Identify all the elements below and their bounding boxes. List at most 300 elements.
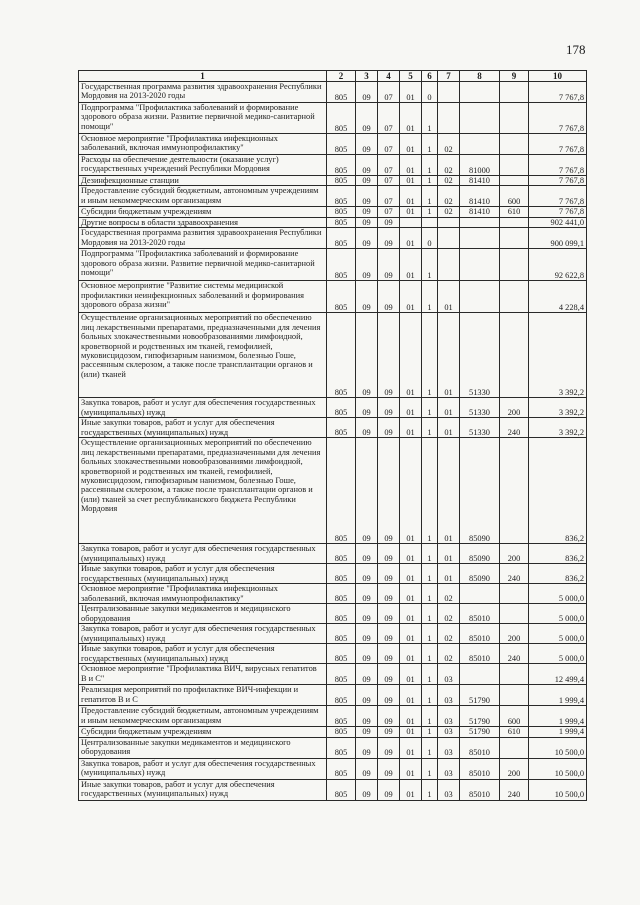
row-code-cell-c2: 805 [327, 644, 356, 664]
table-row [79, 228, 587, 249]
row-code-cell-c3: 09 [356, 134, 378, 155]
row-code-cell-c8: 85010 [460, 737, 500, 758]
row-code-cell-c5: 01 [400, 398, 422, 418]
row-code-cell-c3: 09 [356, 176, 378, 186]
row-code-cell-c7: 01 [438, 418, 460, 438]
row-code-cell-c2: 805 [327, 186, 356, 207]
row-code-cell-c6: 1 [422, 438, 438, 544]
row-amount-cell: 7 767,8 [529, 176, 587, 186]
table-row [79, 418, 587, 438]
row-code-cell-c7: 02 [438, 624, 460, 644]
row-code-cell-c9 [500, 664, 529, 685]
row-amount-cell: 3 392,2 [529, 313, 587, 398]
row-code-cell-c4: 07 [378, 207, 400, 217]
row-amount-cell: 12 499,4 [529, 664, 587, 685]
col-header-5: 5 [400, 71, 422, 82]
table-body [79, 82, 587, 801]
row-code-cell-c2: 805 [327, 398, 356, 418]
row-code-cell-c2: 805 [327, 228, 356, 249]
table-row [79, 706, 587, 727]
row-code-cell-c5: 01 [400, 737, 422, 758]
row-code-cell-c3: 09 [356, 438, 378, 544]
row-code-cell-c8: 85010 [460, 644, 500, 664]
row-code-cell-c9: 200 [500, 544, 529, 564]
row-code-cell-c3: 09 [356, 207, 378, 217]
row-code-cell-c4: 09 [378, 604, 400, 624]
row-code-cell-c3: 09 [356, 604, 378, 624]
row-code-cell-c2: 805 [327, 584, 356, 604]
row-code-cell-c4: 07 [378, 134, 400, 155]
row-code-cell-c7: 03 [438, 779, 460, 800]
row-code-cell-c2: 805 [327, 217, 356, 227]
row-code-cell-c4: 09 [378, 398, 400, 418]
row-code-cell-c2: 805 [327, 155, 356, 176]
col-header-8: 8 [460, 71, 500, 82]
row-code-cell-c2: 805 [327, 706, 356, 727]
row-amount-cell: 7 767,8 [529, 134, 587, 155]
row-code-cell-c7: 03 [438, 727, 460, 737]
row-code-cell-c5: 01 [400, 186, 422, 207]
table-row [79, 82, 587, 103]
row-code-cell-c9: 200 [500, 398, 529, 418]
row-code-cell-c7: 02 [438, 155, 460, 176]
table-row [79, 438, 587, 544]
row-name-cell: Государственная программа развития здравоохранения Республики Мордовия на 2013-2020 годы [79, 228, 327, 249]
row-code-cell-c7: 03 [438, 758, 460, 779]
table-row [79, 644, 587, 664]
row-code-cell-c7 [438, 103, 460, 134]
row-code-cell-c3: 09 [356, 228, 378, 249]
table-row [79, 281, 587, 313]
row-name-cell: Субсидии бюджетным учреждениям [79, 207, 327, 217]
row-name-cell: Государственная программа развития здравоохранения Республики Мордовия на 2013-2020 годы [79, 82, 327, 103]
row-code-cell-c4: 09 [378, 438, 400, 544]
table-row [79, 176, 587, 186]
row-amount-cell: 1 999,4 [529, 727, 587, 737]
row-code-cell-c6: 1 [422, 544, 438, 564]
row-code-cell-c6: 1 [422, 779, 438, 800]
row-code-cell-c5: 01 [400, 624, 422, 644]
row-code-cell-c3: 09 [356, 779, 378, 800]
row-code-cell-c3: 09 [356, 217, 378, 227]
row-code-cell-c4: 09 [378, 624, 400, 644]
row-code-cell-c7: 03 [438, 737, 460, 758]
budget-table [78, 70, 587, 801]
col-header-9: 9 [500, 71, 529, 82]
row-code-cell-c9: 610 [500, 207, 529, 217]
row-code-cell-c9 [500, 249, 529, 281]
row-code-cell-c6: 1 [422, 664, 438, 685]
table-row [79, 544, 587, 564]
row-code-cell-c3: 09 [356, 82, 378, 103]
table-row [79, 103, 587, 134]
row-name-cell: Иные закупки товаров, работ и услуг для обеспечения государственных (муниципальных) нужд [79, 644, 327, 664]
row-code-cell-c9: 240 [500, 418, 529, 438]
row-code-cell-c8: 85010 [460, 779, 500, 800]
row-code-cell-c9: 240 [500, 644, 529, 664]
table-row [79, 685, 587, 706]
row-code-cell-c7 [438, 228, 460, 249]
row-code-cell-c8: 81410 [460, 207, 500, 217]
row-code-cell-c4: 07 [378, 103, 400, 134]
col-header-4: 4 [378, 71, 400, 82]
row-code-cell-c9: 200 [500, 624, 529, 644]
table-row [79, 249, 587, 281]
row-amount-cell: 900 099,1 [529, 228, 587, 249]
row-name-cell: Реализация мероприятий по профилактике ВИЧ-инфекции и гепатитов В и С [79, 685, 327, 706]
row-code-cell-c2: 805 [327, 737, 356, 758]
row-code-cell-c5: 01 [400, 644, 422, 664]
row-code-cell-c8: 85010 [460, 624, 500, 644]
row-code-cell-c5: 01 [400, 758, 422, 779]
row-code-cell-c5: 01 [400, 706, 422, 727]
row-code-cell-c7: 02 [438, 604, 460, 624]
row-amount-cell: 3 392,2 [529, 398, 587, 418]
row-code-cell-c7 [438, 217, 460, 227]
row-code-cell-c7: 02 [438, 176, 460, 186]
row-name-cell: Предоставление субсидий бюджетным, автономным учреждениям и иным некоммерческим организациям [79, 186, 327, 207]
row-amount-cell: 7 767,8 [529, 103, 587, 134]
row-code-cell-c8: 85090 [460, 564, 500, 584]
row-code-cell-c7: 01 [438, 438, 460, 544]
row-name-cell: Иные закупки товаров, работ и услуг для обеспечения государственных (муниципальных) нужд [79, 418, 327, 438]
row-code-cell-c3: 09 [356, 155, 378, 176]
row-code-cell-c4: 09 [378, 779, 400, 800]
row-amount-cell: 4 228,4 [529, 281, 587, 313]
row-code-cell-c2: 805 [327, 758, 356, 779]
row-name-cell: Осуществление организационных мероприятий по обеспечению лиц лекарственными препаратами, предназначенными для лечения больных злокачественными новообразованиями лимфоидной, кроветворной и родственных им тканей, гемофилией, муковисцидозом, гипофизарным нанизмом, болезнью Гоше, рассеянным склерозом, а также после трансплантации органов и (или) тканей за счет республиканского бюджета Республики Мордовия [79, 438, 327, 544]
row-code-cell-c9: 610 [500, 727, 529, 737]
row-amount-cell: 1 999,4 [529, 685, 587, 706]
row-code-cell-c3: 09 [356, 313, 378, 398]
row-code-cell-c9: 240 [500, 564, 529, 584]
row-name-cell: Предоставление субсидий бюджетным, автономным учреждениям и иным некоммерческим организациям [79, 706, 327, 727]
row-code-cell-c3: 09 [356, 664, 378, 685]
row-code-cell-c2: 805 [327, 685, 356, 706]
row-amount-cell: 92 622,8 [529, 249, 587, 281]
row-code-cell-c3: 09 [356, 727, 378, 737]
col-header-3: 3 [356, 71, 378, 82]
row-code-cell-c4: 09 [378, 644, 400, 664]
table-row [79, 584, 587, 604]
row-code-cell-c9: 200 [500, 758, 529, 779]
row-code-cell-c5: 01 [400, 207, 422, 217]
row-code-cell-c8: 51330 [460, 313, 500, 398]
row-code-cell-c4: 09 [378, 584, 400, 604]
row-code-cell-c7: 03 [438, 685, 460, 706]
row-code-cell-c6: 1 [422, 398, 438, 418]
row-code-cell-c5: 01 [400, 564, 422, 584]
row-code-cell-c7: 02 [438, 584, 460, 604]
row-code-cell-c8 [460, 228, 500, 249]
row-code-cell-c2: 805 [327, 664, 356, 685]
row-code-cell-c9 [500, 82, 529, 103]
row-amount-cell: 3 392,2 [529, 418, 587, 438]
row-amount-cell: 7 767,8 [529, 186, 587, 207]
row-code-cell-c7: 01 [438, 398, 460, 418]
row-code-cell-c6: 1 [422, 134, 438, 155]
row-code-cell-c5: 01 [400, 155, 422, 176]
row-code-cell-c7 [438, 249, 460, 281]
col-header-7: 7 [438, 71, 460, 82]
row-amount-cell: 836,2 [529, 544, 587, 564]
row-code-cell-c5 [400, 217, 422, 227]
row-code-cell-c8: 81410 [460, 186, 500, 207]
row-code-cell-c8: 85010 [460, 604, 500, 624]
col-header-6: 6 [422, 71, 438, 82]
row-code-cell-c8 [460, 217, 500, 227]
table-row [79, 779, 587, 800]
row-code-cell-c4: 09 [378, 706, 400, 727]
row-amount-cell: 836,2 [529, 564, 587, 584]
row-amount-cell: 10 500,0 [529, 737, 587, 758]
row-code-cell-c6: 1 [422, 186, 438, 207]
row-code-cell-c5: 01 [400, 727, 422, 737]
row-code-cell-c6: 1 [422, 313, 438, 398]
row-code-cell-c3: 09 [356, 624, 378, 644]
row-code-cell-c8: 51790 [460, 685, 500, 706]
row-code-cell-c5: 01 [400, 249, 422, 281]
row-code-cell-c7: 01 [438, 313, 460, 398]
row-code-cell-c8: 51330 [460, 398, 500, 418]
row-code-cell-c2: 805 [327, 249, 356, 281]
row-code-cell-c2: 805 [327, 176, 356, 186]
row-code-cell-c3: 09 [356, 584, 378, 604]
row-code-cell-c4: 09 [378, 758, 400, 779]
table-header [79, 71, 587, 82]
row-name-cell: Закупка товаров, работ и услуг для обеспечения государственных (муниципальных) нужд [79, 398, 327, 418]
row-code-cell-c4: 09 [378, 228, 400, 249]
row-code-cell-c3: 09 [356, 418, 378, 438]
row-code-cell-c6: 1 [422, 727, 438, 737]
row-code-cell-c6: 1 [422, 624, 438, 644]
row-code-cell-c7: 02 [438, 134, 460, 155]
row-code-cell-c5: 01 [400, 685, 422, 706]
col-header-2: 2 [327, 71, 356, 82]
row-amount-cell: 7 767,8 [529, 207, 587, 217]
row-code-cell-c7: 01 [438, 564, 460, 584]
row-name-cell: Расходы на обеспечение деятельности (оказание услуг) государственных учреждений Республики Мордовия [79, 155, 327, 176]
row-code-cell-c2: 805 [327, 604, 356, 624]
row-name-cell: Закупка товаров, работ и услуг для обеспечения государственных (муниципальных) нужд [79, 624, 327, 644]
row-code-cell-c8 [460, 584, 500, 604]
row-code-cell-c6: 1 [422, 685, 438, 706]
row-code-cell-c6: 1 [422, 706, 438, 727]
table-row [79, 758, 587, 779]
row-code-cell-c9 [500, 134, 529, 155]
row-name-cell: Иные закупки товаров, работ и услуг для обеспечения государственных (муниципальных) нужд [79, 564, 327, 584]
row-code-cell-c5: 01 [400, 544, 422, 564]
row-code-cell-c4: 09 [378, 281, 400, 313]
row-code-cell-c9 [500, 176, 529, 186]
row-code-cell-c4: 07 [378, 155, 400, 176]
row-code-cell-c3: 09 [356, 685, 378, 706]
row-code-cell-c4: 09 [378, 737, 400, 758]
row-name-cell: Закупка товаров, работ и услуг для обеспечения государственных (муниципальных) нужд [79, 758, 327, 779]
row-code-cell-c8: 85090 [460, 438, 500, 544]
row-code-cell-c5: 01 [400, 664, 422, 685]
row-code-cell-c6: 1 [422, 103, 438, 134]
row-code-cell-c9 [500, 155, 529, 176]
row-code-cell-c8: 85010 [460, 758, 500, 779]
col-header-1: 1 [79, 71, 327, 82]
row-amount-cell: 7 767,8 [529, 155, 587, 176]
row-code-cell-c8: 85090 [460, 544, 500, 564]
table-row [79, 737, 587, 758]
row-code-cell-c9 [500, 685, 529, 706]
table-row [79, 155, 587, 176]
row-name-cell: Основное мероприятие "Профилактика инфекционных заболеваний, включая иммунопрофилактику" [79, 134, 327, 155]
row-code-cell-c6: 1 [422, 604, 438, 624]
row-amount-cell: 7 767,8 [529, 82, 587, 103]
row-code-cell-c3: 09 [356, 758, 378, 779]
table-row [79, 186, 587, 207]
row-code-cell-c5: 01 [400, 281, 422, 313]
row-code-cell-c2: 805 [327, 544, 356, 564]
row-name-cell: Подпрограмма "Профилактика заболеваний и формирование здорового образа жизни. Развитие первичной медико-санитарной помощи" [79, 103, 327, 134]
row-code-cell-c2: 805 [327, 207, 356, 217]
row-code-cell-c5: 01 [400, 103, 422, 134]
row-code-cell-c9 [500, 103, 529, 134]
row-amount-cell: 5 000,0 [529, 644, 587, 664]
table-row [79, 604, 587, 624]
row-code-cell-c8 [460, 103, 500, 134]
row-code-cell-c7: 01 [438, 281, 460, 313]
row-amount-cell: 1 999,4 [529, 706, 587, 727]
row-code-cell-c6: 1 [422, 155, 438, 176]
row-name-cell: Основное мероприятие "Профилактика ВИЧ, вирусных гепатитов В и С" [79, 664, 327, 685]
row-code-cell-c5: 01 [400, 418, 422, 438]
row-code-cell-c4: 07 [378, 186, 400, 207]
row-code-cell-c6: 1 [422, 249, 438, 281]
row-code-cell-c2: 805 [327, 281, 356, 313]
row-amount-cell: 10 500,0 [529, 758, 587, 779]
row-code-cell-c6: 1 [422, 281, 438, 313]
row-code-cell-c2: 805 [327, 82, 356, 103]
row-code-cell-c4: 09 [378, 313, 400, 398]
row-code-cell-c8 [460, 82, 500, 103]
row-code-cell-c9: 240 [500, 779, 529, 800]
row-code-cell-c5: 01 [400, 228, 422, 249]
row-code-cell-c6: 1 [422, 758, 438, 779]
row-code-cell-c2: 805 [327, 779, 356, 800]
row-code-cell-c9 [500, 313, 529, 398]
row-code-cell-c7: 02 [438, 207, 460, 217]
row-code-cell-c5: 01 [400, 779, 422, 800]
row-code-cell-c2: 805 [327, 313, 356, 398]
row-code-cell-c7: 01 [438, 544, 460, 564]
row-name-cell: Основное мероприятие "Профилактика инфекционных заболеваний, включая иммунопрофилактику" [79, 584, 327, 604]
row-code-cell-c2: 805 [327, 438, 356, 544]
row-name-cell: Другие вопросы в области здравоохранения [79, 217, 327, 227]
row-amount-cell: 836,2 [529, 438, 587, 544]
table-row [79, 217, 587, 227]
row-code-cell-c3: 09 [356, 103, 378, 134]
row-code-cell-c4: 09 [378, 544, 400, 564]
row-code-cell-c4: 09 [378, 727, 400, 737]
row-code-cell-c9 [500, 281, 529, 313]
row-name-cell: Закупка товаров, работ и услуг для обеспечения государственных (муниципальных) нужд [79, 544, 327, 564]
row-code-cell-c7: 03 [438, 706, 460, 727]
row-code-cell-c2: 805 [327, 103, 356, 134]
row-code-cell-c8: 81000 [460, 155, 500, 176]
row-amount-cell: 902 441,0 [529, 217, 587, 227]
row-code-cell-c2: 805 [327, 134, 356, 155]
row-code-cell-c5: 01 [400, 82, 422, 103]
row-code-cell-c4: 07 [378, 82, 400, 103]
row-code-cell-c4: 09 [378, 664, 400, 685]
table-row [79, 727, 587, 737]
row-code-cell-c6 [422, 217, 438, 227]
row-code-cell-c8 [460, 664, 500, 685]
row-code-cell-c5: 01 [400, 438, 422, 544]
row-code-cell-c2: 805 [327, 564, 356, 584]
row-code-cell-c5: 01 [400, 604, 422, 624]
table-row [79, 564, 587, 584]
row-code-cell-c4: 07 [378, 176, 400, 186]
row-code-cell-c6: 1 [422, 418, 438, 438]
row-code-cell-c8: 51330 [460, 418, 500, 438]
row-code-cell-c6: 1 [422, 564, 438, 584]
table-row [79, 398, 587, 418]
row-code-cell-c5: 01 [400, 584, 422, 604]
row-amount-cell: 5 000,0 [529, 624, 587, 644]
row-code-cell-c3: 09 [356, 544, 378, 564]
col-header-10: 10 [529, 71, 587, 82]
row-code-cell-c7: 02 [438, 644, 460, 664]
row-amount-cell: 5 000,0 [529, 604, 587, 624]
row-name-cell: Дезинфекционные станции [79, 176, 327, 186]
row-code-cell-c9 [500, 584, 529, 604]
row-code-cell-c9 [500, 604, 529, 624]
table-row [79, 134, 587, 155]
table-row [79, 664, 587, 685]
row-code-cell-c4: 09 [378, 217, 400, 227]
row-code-cell-c3: 09 [356, 564, 378, 584]
row-code-cell-c5: 01 [400, 176, 422, 186]
row-name-cell: Осуществление организационных мероприятий по обеспечению лиц лекарственными препаратами, предназначенными для лечения больных злокачественными новообразованиями лимфоидной, кроветворной и родственных им тканей, гемофилией, муковисцидозом, гипофизарным нанизмом, болезнью Гоше, рассеянным склерозом, а также после трансплантации органов и (или) тканей [79, 313, 327, 398]
row-code-cell-c5: 01 [400, 313, 422, 398]
page-number: 178 [566, 42, 586, 57]
row-code-cell-c9 [500, 228, 529, 249]
row-code-cell-c9 [500, 438, 529, 544]
row-code-cell-c4: 09 [378, 249, 400, 281]
row-code-cell-c4: 09 [378, 564, 400, 584]
row-code-cell-c7: 02 [438, 186, 460, 207]
row-code-cell-c3: 09 [356, 737, 378, 758]
row-code-cell-c9 [500, 217, 529, 227]
row-code-cell-c8: 81410 [460, 176, 500, 186]
row-code-cell-c5: 01 [400, 134, 422, 155]
row-code-cell-c6: 0 [422, 228, 438, 249]
header-row [79, 71, 587, 82]
table-row [79, 207, 587, 217]
row-code-cell-c2: 805 [327, 418, 356, 438]
row-code-cell-c3: 09 [356, 249, 378, 281]
row-name-cell: Иные закупки товаров, работ и услуг для обеспечения государственных (муниципальных) нужд [79, 779, 327, 800]
row-code-cell-c7: 03 [438, 664, 460, 685]
row-name-cell: Основное мероприятие "Развитие системы медицинской профилактики неинфекционных заболеваний и формирования здорового образа жизни" [79, 281, 327, 313]
row-code-cell-c6: 1 [422, 644, 438, 664]
row-code-cell-c9: 600 [500, 186, 529, 207]
row-code-cell-c6: 1 [422, 176, 438, 186]
row-code-cell-c3: 09 [356, 398, 378, 418]
row-code-cell-c4: 09 [378, 685, 400, 706]
row-code-cell-c9: 600 [500, 706, 529, 727]
row-code-cell-c4: 09 [378, 418, 400, 438]
row-code-cell-c3: 09 [356, 186, 378, 207]
row-name-cell: Субсидии бюджетным учреждениям [79, 727, 327, 737]
